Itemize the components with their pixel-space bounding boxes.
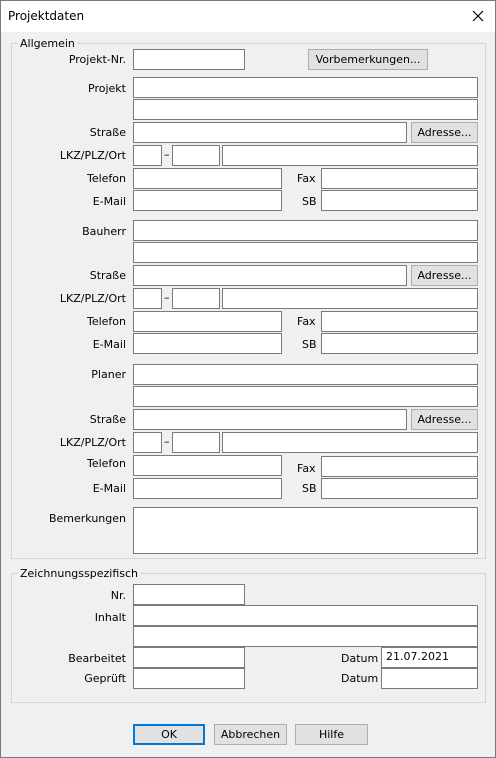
bauherr-fax-label: Fax (297, 315, 316, 328)
bearbeitet-input[interactable] (133, 647, 245, 668)
window-title: Projektdaten (8, 9, 85, 23)
geprueft-input[interactable] (133, 668, 245, 689)
geprueft-label: Geprüft (84, 672, 126, 685)
bauherr-strasse-input[interactable] (133, 265, 407, 286)
planer-lkz-dash: – (164, 435, 170, 448)
bauherr-fax-input[interactable] (321, 311, 478, 332)
projekt-email-input[interactable] (133, 190, 282, 211)
planer-strasse-input[interactable] (133, 409, 407, 430)
zeichnung-inhalt-input-2[interactable] (133, 626, 478, 647)
bauherr-ort-input[interactable] (222, 288, 478, 309)
bauherr-lkz-dash: – (164, 291, 170, 304)
geprueft-datum-input[interactable] (381, 668, 478, 689)
projekt-lkz-label: LKZ/PLZ/Ort (59, 149, 126, 162)
planer-adresse-button[interactable]: Adresse... (411, 409, 478, 430)
projekt-input-2[interactable] (133, 99, 478, 120)
bauherr-plz-input[interactable] (172, 288, 220, 309)
close-button[interactable] (460, 0, 496, 32)
bauherr-adresse-button[interactable]: Adresse... (411, 265, 478, 286)
bearbeitet-label: Bearbeitet (68, 652, 126, 665)
planer-strasse-label: Straße (89, 413, 126, 426)
zeichnung-inhalt-input-1[interactable] (133, 605, 478, 626)
planer-input-2[interactable] (133, 386, 478, 407)
ok-button[interactable]: OK (133, 724, 205, 745)
planer-ort-input[interactable] (222, 432, 478, 453)
abbrechen-button[interactable]: Abbrechen (214, 724, 287, 745)
bearbeitet-datum-input[interactable]: 21.07.2021 (381, 647, 478, 668)
projekt-strasse-label: Straße (89, 126, 126, 139)
bauherr-strasse-label: Straße (89, 269, 126, 282)
hilfe-button[interactable]: Hilfe (295, 724, 368, 745)
projekt-ort-input[interactable] (222, 145, 478, 166)
projekt-telefon-label: Telefon (86, 172, 126, 185)
projekt-lkz-dash: – (164, 148, 170, 161)
planer-fax-input[interactable] (321, 456, 478, 477)
projekt-strasse-input[interactable] (133, 122, 407, 143)
vorbemerkungen-button[interactable]: Vorbemerkungen... (308, 49, 428, 70)
projekt-telefon-input[interactable] (133, 168, 282, 189)
bauherr-sb-label: SB (302, 338, 317, 351)
bauherr-lkz-input[interactable] (133, 288, 162, 309)
planer-fax-label: Fax (297, 462, 316, 475)
projekt-adresse-button[interactable]: Adresse... (411, 122, 478, 143)
projekt-nr-input[interactable] (133, 49, 245, 70)
geprueft-datum-label: Datum (341, 672, 379, 685)
projekt-fax-label: Fax (297, 172, 316, 185)
planer-email-label: E-Mail (92, 482, 126, 495)
planer-sb-input[interactable] (321, 478, 478, 499)
planer-lkz-input[interactable] (133, 432, 162, 453)
planer-label: Planer (91, 368, 126, 381)
bauherr-email-label: E-Mail (92, 338, 126, 351)
projekt-lkz-input[interactable] (133, 145, 162, 166)
planer-telefon-input[interactable] (133, 455, 282, 476)
projekt-nr-label: Projekt-Nr. (68, 53, 126, 66)
projekt-sb-input[interactable] (321, 190, 478, 211)
planer-plz-input[interactable] (172, 432, 220, 453)
bauherr-telefon-input[interactable] (133, 311, 282, 332)
planer-input-1[interactable] (133, 364, 478, 385)
projekt-input-1[interactable] (133, 77, 478, 98)
zeichnung-inhalt-label: Inhalt (94, 611, 126, 624)
bauherr-input-1[interactable] (133, 220, 478, 241)
zeichnung-nr-label: Nr. (110, 589, 126, 602)
group-allgemein-legend: Allgemein (20, 37, 75, 50)
bauherr-sb-input[interactable] (321, 333, 478, 354)
projekt-label: Projekt (88, 82, 126, 95)
planer-telefon-label: Telefon (86, 457, 126, 470)
projekt-email-label: E-Mail (92, 195, 126, 208)
planer-lkz-label: LKZ/PLZ/Ort (59, 436, 126, 449)
bemerkungen-label: Bemerkungen (48, 512, 126, 525)
projekt-fax-input[interactable] (321, 168, 478, 189)
bauherr-lkz-label: LKZ/PLZ/Ort (59, 292, 126, 305)
bauherr-label: Bauherr (82, 225, 126, 238)
projekt-plz-input[interactable] (172, 145, 220, 166)
planer-sb-label: SB (302, 482, 317, 495)
zeichnung-nr-input[interactable] (133, 584, 245, 605)
bearbeitet-datum-label: Datum (341, 652, 379, 665)
close-icon (472, 10, 484, 22)
group-zeichnung-legend: Zeichnungsspezifisch (20, 567, 138, 580)
bauherr-input-2[interactable] (133, 242, 478, 263)
bemerkungen-textarea[interactable] (133, 507, 478, 554)
bauherr-telefon-label: Telefon (86, 315, 126, 328)
projekt-sb-label: SB (302, 195, 317, 208)
planer-email-input[interactable] (133, 478, 282, 499)
bauherr-email-input[interactable] (133, 333, 282, 354)
